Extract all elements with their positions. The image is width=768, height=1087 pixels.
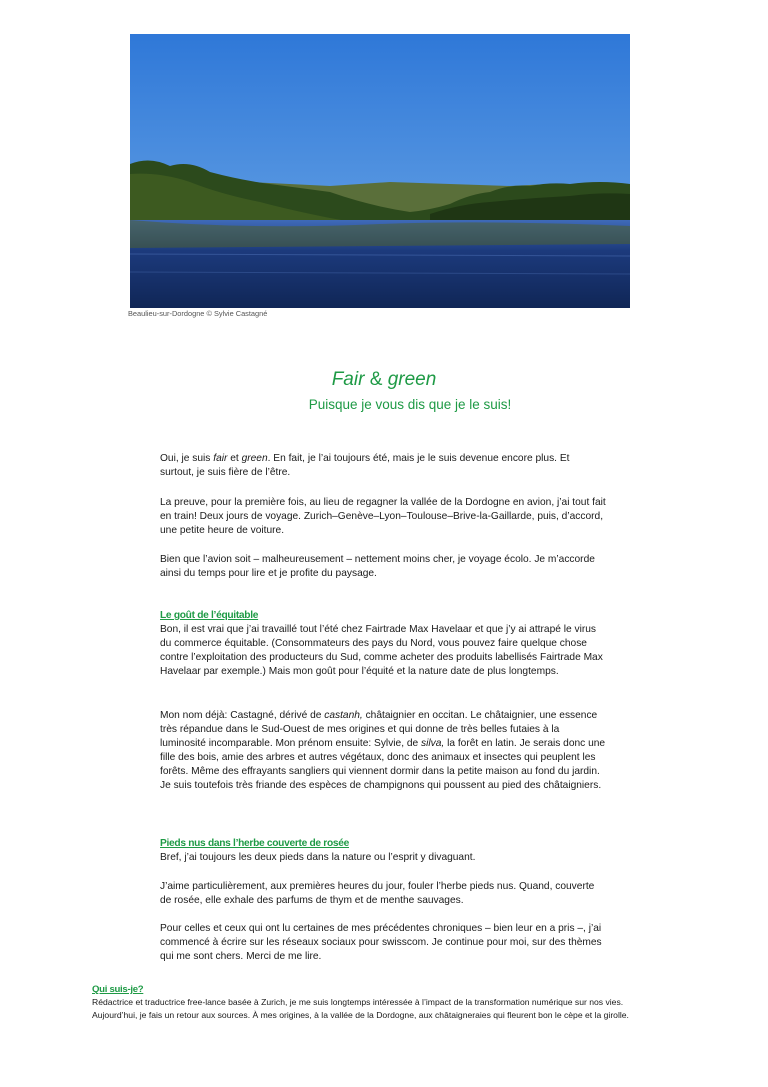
author-bio-line-2: Aujourd’hui, je fais un retour aux sources. À mes origines, à la vallée de la Dordogne, aux châtaigneraies qui fleurent bon le cèpe et la girolle. bbox=[92, 1010, 629, 1020]
p2-text: La preuve, pour la première fois, au lieu de regagner la vallée de la Dordogne en avion, j’ai tout fait en train! Deux jours de voyage. Zurich–Genève–Lyon–Toulouse–Brive-la-Gaillarde, puis, d’accord, une petite heure de voiture. bbox=[160, 497, 606, 536]
section-heading-equitable: Le goût de l’équitable bbox=[160, 610, 259, 621]
paragraph-1 bbox=[160, 452, 606, 480]
p1-text-c: . En fait, je l’ai toujours été, mais je le suis devenue encore plus. Et surtout, je suis fière de l’être. bbox=[160, 453, 570, 478]
photo-caption: Beaulieu-sur-Dordogne © Sylvie Castagné bbox=[128, 309, 268, 318]
paragraph-5 bbox=[160, 709, 606, 793]
p5-text-c: la forêt en latin. Je serais donc une fille des bois, amie des arbres et autres végétaux, donc des animaux et insectes qui peuplent les forêts. Même des effrayants sangliers qui viennent dormir dans la petite maison au fond du jardin. Je suis toutefois très friande des espèces de champignons qui poussent au pied des châtaigniers. bbox=[160, 738, 606, 791]
p5-text-a: Mon nom déjà: Castagné, dérivé de bbox=[160, 710, 325, 721]
p7-text: J’aime particulièrement, aux premières heures du jour, fouler l’herbe pieds nus. Quand, couverte de rosée, elle exhale des parfums de thym et de menthe sauvages. bbox=[160, 881, 595, 906]
river-photo bbox=[130, 34, 630, 308]
p1-fair: fair bbox=[213, 453, 228, 464]
river-landscape-image bbox=[130, 34, 630, 308]
paragraph-7 bbox=[160, 880, 606, 908]
p4-text: Bon, il est vrai que j’ai travaillé tout l’été chez Fairtrade Max Havelaar et que j’y ai attrapé le virus du commerce équitable. (Consommateurs des pays du Nord, vous pouvez faire quelque chose contre l’exploitation des producteurs du Sud, comme acheter des produits labellisés Fairtrade Max Havelaar par exemple.) Mais mon goût pour l’équité et la nature date de plus longtemps. bbox=[160, 624, 603, 677]
p8-text: Pour celles et ceux qui ont lu certaines de mes précédentes chroniques – bien leur en a pris –, j’ai commencé à écrire sur les réseaux sociaux pour swisscom. Je continue pour moi, sur des thèmes qui me sont chers. Merci de me lire. bbox=[160, 923, 602, 962]
author-bio bbox=[92, 983, 702, 1022]
paragraph-2 bbox=[160, 496, 606, 538]
p1-green: green bbox=[241, 453, 268, 464]
p6-text: Bref, j’ai toujours les deux pieds dans la nature ou l’esprit y divaguant. bbox=[160, 852, 476, 863]
p5-silva: silva, bbox=[421, 738, 445, 749]
p5-text-b: châtaignier en occitan. Le châtaignier, une essence très répandue dans le Sud-Ouest de mes origines et qui donne de très belles futaies à la luminosité incomparable. Mon prénom ensuite: Sylvie, de bbox=[160, 710, 598, 749]
section-heading-pieds-nus: Pieds nus dans l’herbe couverte de rosée bbox=[160, 838, 349, 849]
p3-text: Bien que l’avion soit – malheureusement – nettement moins cher, je voyage écolo. Je m’accorde ainsi du temps pour lire et je profite du paysage. bbox=[160, 554, 595, 579]
p5-castanh: castanh, bbox=[324, 710, 363, 721]
title-fair: Fair bbox=[331, 369, 365, 390]
author-bio-heading: Qui suis-je? bbox=[92, 984, 144, 995]
p1-text-b: et bbox=[227, 453, 242, 464]
title-ampersand: & bbox=[369, 369, 383, 390]
paragraph-4 bbox=[160, 623, 606, 679]
author-bio-line-1: Rédactrice et traductrice free-lance basée à Zurich, je me suis longtemps intéressée à l’impact de la transformation numérique sur nos vies. bbox=[92, 997, 624, 1007]
paragraph-3 bbox=[160, 553, 606, 581]
page-title bbox=[0, 369, 768, 391]
page-subtitle: Puisque je vous dis que je le suis! bbox=[308, 397, 512, 412]
p1-text-a: Oui, je suis bbox=[160, 453, 214, 464]
title-green: green bbox=[387, 369, 437, 390]
paragraph-6 bbox=[160, 851, 606, 865]
paragraph-8 bbox=[160, 922, 606, 964]
